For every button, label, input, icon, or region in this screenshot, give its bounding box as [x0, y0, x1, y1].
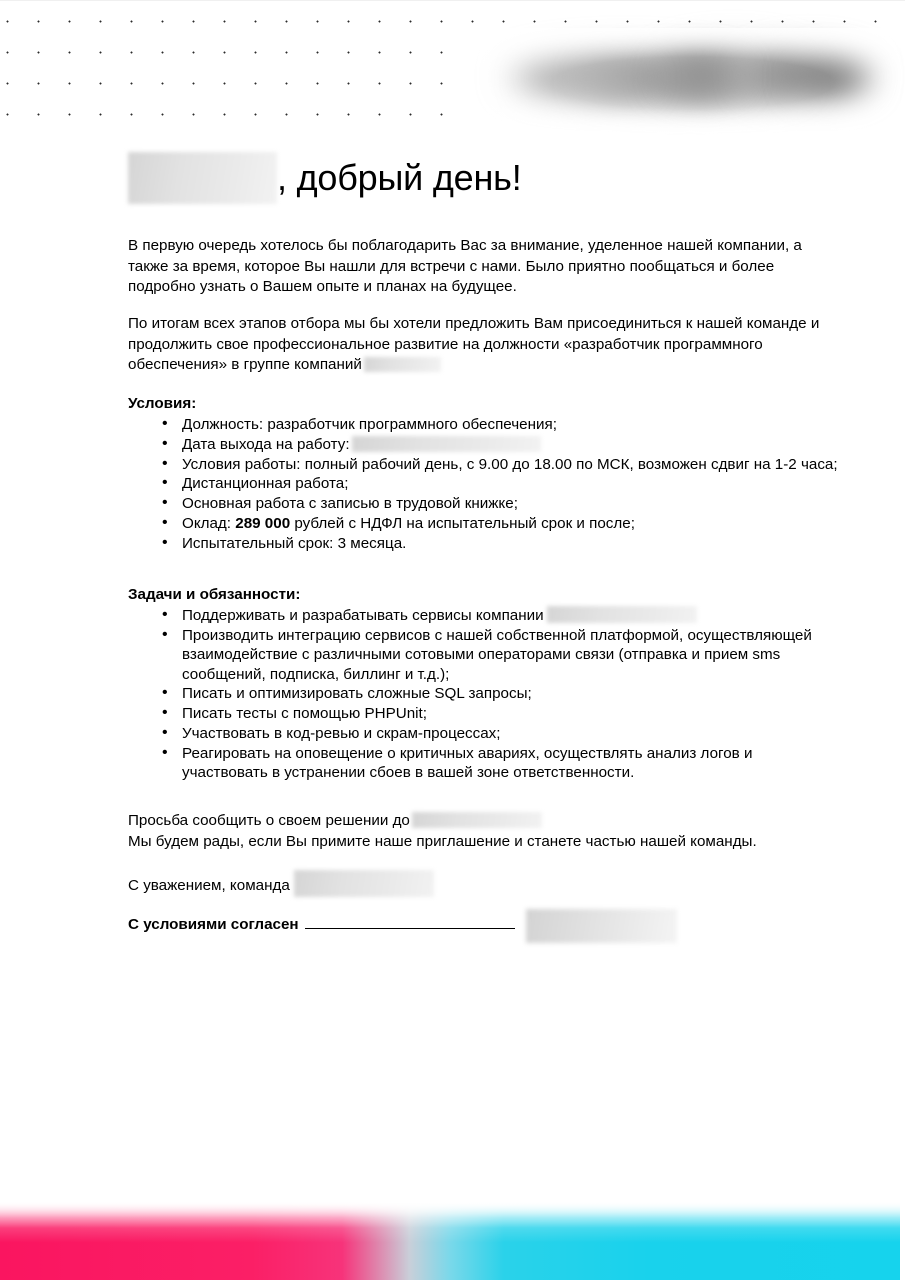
list-item — [128, 606, 840, 625]
list-item — [128, 704, 840, 723]
list-item — [128, 474, 840, 493]
footer-right-margin — [900, 1195, 905, 1280]
duty-incident-response: Реагировать на оповещение о критичных авариях, осуществлять анализ логов и участвовать в устранении сбоев в вашей зоне ответственности. — [182, 744, 753, 782]
condition-start-date: Дата выхода на работу: — [182, 435, 350, 453]
duty-code-review: Участвовать в код-ревью и скрам-процессах; — [182, 724, 501, 742]
paragraph-offer — [128, 314, 834, 376]
deadline-text: Просьба сообщить о своем решении до — [128, 812, 410, 830]
list-item — [128, 415, 840, 434]
page-top-hairline — [0, 0, 905, 1]
section-heading-conditions: Условия: — [128, 395, 197, 412]
redacted-start-date — [352, 436, 541, 452]
duty-integration: Производить интеграцию сервисов с нашей собственной платформой, осуществляющей взаимодействие с различными сотовыми операторами связи (отправка и прием sms сообщений, подписка, биллинг и т.д.); — [182, 626, 812, 683]
redacted-company-services — [547, 606, 697, 623]
greeting-text: , добрый день! — [277, 157, 522, 198]
redacted-recipient-name — [128, 152, 277, 204]
condition-work-hours: Условия работы: полный рабочий день, с 9.00 до 18.00 по МСК, возможен сдвиг на 1-2 часа; — [182, 455, 838, 473]
condition-remote: Дистанционная работа; — [182, 475, 349, 493]
condition-position: Должность: разработчик программного обеспечения; — [182, 416, 557, 433]
duty-maintain-services: Поддерживать и разрабатывать сервисы компании — [182, 607, 544, 624]
condition-probation: Испытательный срок: 3 месяца. — [182, 534, 407, 552]
redacted-decision-deadline — [412, 812, 542, 828]
agreement-signature-line — [128, 916, 515, 933]
paragraph-regards — [128, 870, 828, 902]
list-item — [128, 455, 840, 474]
signature-rule[interactable] — [305, 928, 515, 929]
redacted-team-name — [294, 870, 434, 897]
condition-salary-prefix: Оклад: — [182, 514, 236, 532]
duty-phpunit: Писать тесты с помощью PHPUnit; — [182, 705, 427, 723]
paragraph-offer-text: По итогам всех этапов отбора мы бы хотели предложить Вам присоединиться к нашей команде и продолжить свое профессиональное развитие на должности «разработчик программного обеспечения» в группе компаний — [128, 315, 820, 374]
redacted-company-name — [364, 357, 441, 372]
agreement-label: С условиями согласен — [128, 916, 299, 933]
list-item — [128, 534, 840, 553]
list-item — [128, 684, 840, 703]
company-logo-blurred — [468, 28, 900, 138]
footer-gradient-band — [0, 1202, 900, 1280]
list-item — [128, 494, 840, 513]
condition-employment-record: Основная работа с записью в трудовой книжке; — [182, 495, 518, 513]
list-item — [128, 724, 840, 743]
paragraph-intro: В первую очередь хотелось бы поблагодарить Вас за внимание, уделенное нашей компании, а также за время, которое Вы нашли для встречи с нами. Было приятно пообщаться и более подробно узнать о Вашем опыте и планах на будущее. — [128, 237, 802, 296]
list-item — [128, 626, 840, 684]
conditions-list — [128, 415, 840, 554]
regards-text: С уважением, команда — [128, 877, 290, 895]
condition-salary-suffix: рублей с НДФЛ на испытательный срок и после; — [290, 514, 635, 532]
list-item — [128, 435, 840, 454]
redacted-signature — [526, 909, 677, 943]
list-item — [128, 744, 840, 783]
closing-text: Мы будем рады, если Вы примите наше приглашение и станете частью нашей команды. — [128, 832, 757, 850]
duties-list — [128, 606, 840, 783]
condition-salary-amount: 289 000 — [235, 514, 291, 532]
section-heading-duties: Задачи и обязанности: — [128, 586, 301, 603]
list-item — [128, 514, 840, 533]
paragraph-deadline — [128, 811, 838, 852]
duty-sql: Писать и оптимизировать сложные SQL запросы; — [182, 685, 532, 703]
greeting-line — [128, 152, 522, 206]
